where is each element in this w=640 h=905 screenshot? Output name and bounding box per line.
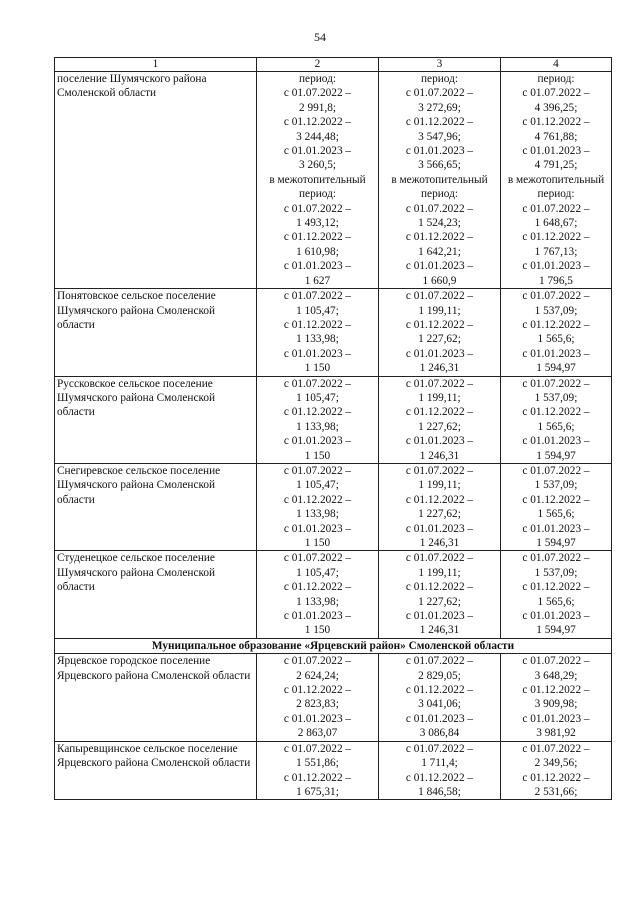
tariff-col-2: период: с 01.07.2022 – 2 991,8; с 01.12.2022 – 3 244,48; с 01.01.2023 – 3 260,5; в межотопительный период: с 01.07.2022 – 1 493,12; с 01.12.2022 – 1 610,98; с 01.01.2023 – 1 627	[257, 72, 379, 289]
tariff-col-4: период: с 01.07.2022 – 4 396,25; с 01.12.2022 – 4 761,88; с 01.01.2023 – 4 791,25; в межотопительный период: с 01.07.2022 – 1 648,67; с 01.12.2022 – 1 767,13; с 01.01.2023 – 1 796,5	[501, 72, 612, 289]
tariff-col-3: период: с 01.07.2022 – 3 272,69; с 01.12.2022 – 3 547,96; с 01.01.2023 – 3 566,65; в межотопительный период: с 01.07.2022 – 1 524,23; с 01.12.2022 – 1 642,21; с 01.01.2023 – 1 660,9	[379, 72, 501, 289]
table-row	[55, 72, 612, 289]
tariff-col-2: с 01.07.2022 – 1 105,47; с 01.12.2022 – 1 133,98; с 01.01.2023 – 1 150	[257, 289, 379, 376]
table-row	[55, 551, 612, 638]
tariff-col-2: с 01.07.2022 – 1 105,47; с 01.12.2022 – 1 133,98; с 01.01.2023 – 1 150	[257, 376, 379, 463]
settlement-name: Снегиревское сельское поселение Шумячского района Смоленской области	[55, 463, 257, 550]
table-row	[55, 741, 612, 800]
tariff-col-2: с 01.07.2022 – 1 105,47; с 01.12.2022 – 1 133,98; с 01.01.2023 – 1 150	[257, 551, 379, 638]
tariff-col-2: с 01.07.2022 – 2 624,24; с 01.12.2022 – 2 823,83; с 01.01.2023 – 2 863,07	[257, 654, 379, 741]
tariff-col-4: с 01.07.2022 – 1 537,09; с 01.12.2022 – 1 565,6; с 01.01.2023 – 1 594,97	[501, 463, 612, 550]
column-header-4: 4	[501, 58, 612, 72]
settlement-name: Понятовское сельское поселение Шумячского района Смоленской области	[55, 289, 257, 376]
table-row	[55, 376, 612, 463]
tariff-col-3: с 01.07.2022 – 1 199,11; с 01.12.2022 – 1 227,62; с 01.01.2023 – 1 246,31	[379, 289, 501, 376]
section-title: Муниципальное образование «Ярцевский район» Смоленской области	[55, 638, 612, 653]
tariff-col-4: с 01.07.2022 – 1 537,09; с 01.12.2022 – 1 565,6; с 01.01.2023 – 1 594,97	[501, 376, 612, 463]
page-number: 54	[314, 30, 326, 44]
tariff-col-4: с 01.07.2022 – 2 349,56; с 01.12.2022 – 2 531,66;	[501, 741, 612, 800]
tariff-col-2: с 01.07.2022 – 1 551,86; с 01.12.2022 – 1 675,31;	[257, 741, 379, 800]
table-row	[55, 654, 612, 741]
tariff-table	[54, 57, 612, 800]
column-header-2: 2	[257, 58, 379, 72]
tariff-col-4: с 01.07.2022 – 3 648,29; с 01.12.2022 – 3 909,98; с 01.01.2023 – 3 981,92	[501, 654, 612, 741]
settlement-name: Руссковское сельское поселение Шумячского района Смоленской области	[55, 376, 257, 463]
settlement-name: поселение Шумячского района Смоленской области	[55, 72, 257, 289]
column-header-1: 1	[55, 58, 257, 72]
settlement-name: Студенецкое сельское поселение Шумячского района Смоленской области	[55, 551, 257, 638]
tariff-col-3: с 01.07.2022 – 2 829,05; с 01.12.2022 – 3 041,06; с 01.01.2023 – 3 086,84	[379, 654, 501, 741]
section-row	[55, 638, 612, 653]
tariff-col-2: с 01.07.2022 – 1 105,47; с 01.12.2022 – 1 133,98; с 01.01.2023 – 1 150	[257, 463, 379, 550]
tariff-col-4: с 01.07.2022 – 1 537,09; с 01.12.2022 – 1 565,6; с 01.01.2023 – 1 594,97	[501, 289, 612, 376]
tariff-col-3: с 01.07.2022 – 1 711,4; с 01.12.2022 – 1 846,58;	[379, 741, 501, 800]
tariff-col-3: с 01.07.2022 – 1 199,11; с 01.12.2022 – 1 227,62; с 01.01.2023 – 1 246,31	[379, 463, 501, 550]
tariff-col-3: с 01.07.2022 – 1 199,11; с 01.12.2022 – 1 227,62; с 01.01.2023 – 1 246,31	[379, 551, 501, 638]
settlement-name: Ярцевское городское поселение Ярцевского района Смоленской области	[55, 654, 257, 741]
table-row	[55, 289, 612, 376]
table-row	[55, 463, 612, 550]
tariff-col-3: с 01.07.2022 – 1 199,11; с 01.12.2022 – 1 227,62; с 01.01.2023 – 1 246,31	[379, 376, 501, 463]
settlement-name: Капыревщинское сельское поселение Ярцевского района Смоленской области	[55, 741, 257, 800]
table-header-row	[55, 58, 612, 72]
tariff-col-4: с 01.07.2022 – 1 537,09; с 01.12.2022 – 1 565,6; с 01.01.2023 – 1 594,97	[501, 551, 612, 638]
column-header-3: 3	[379, 58, 501, 72]
